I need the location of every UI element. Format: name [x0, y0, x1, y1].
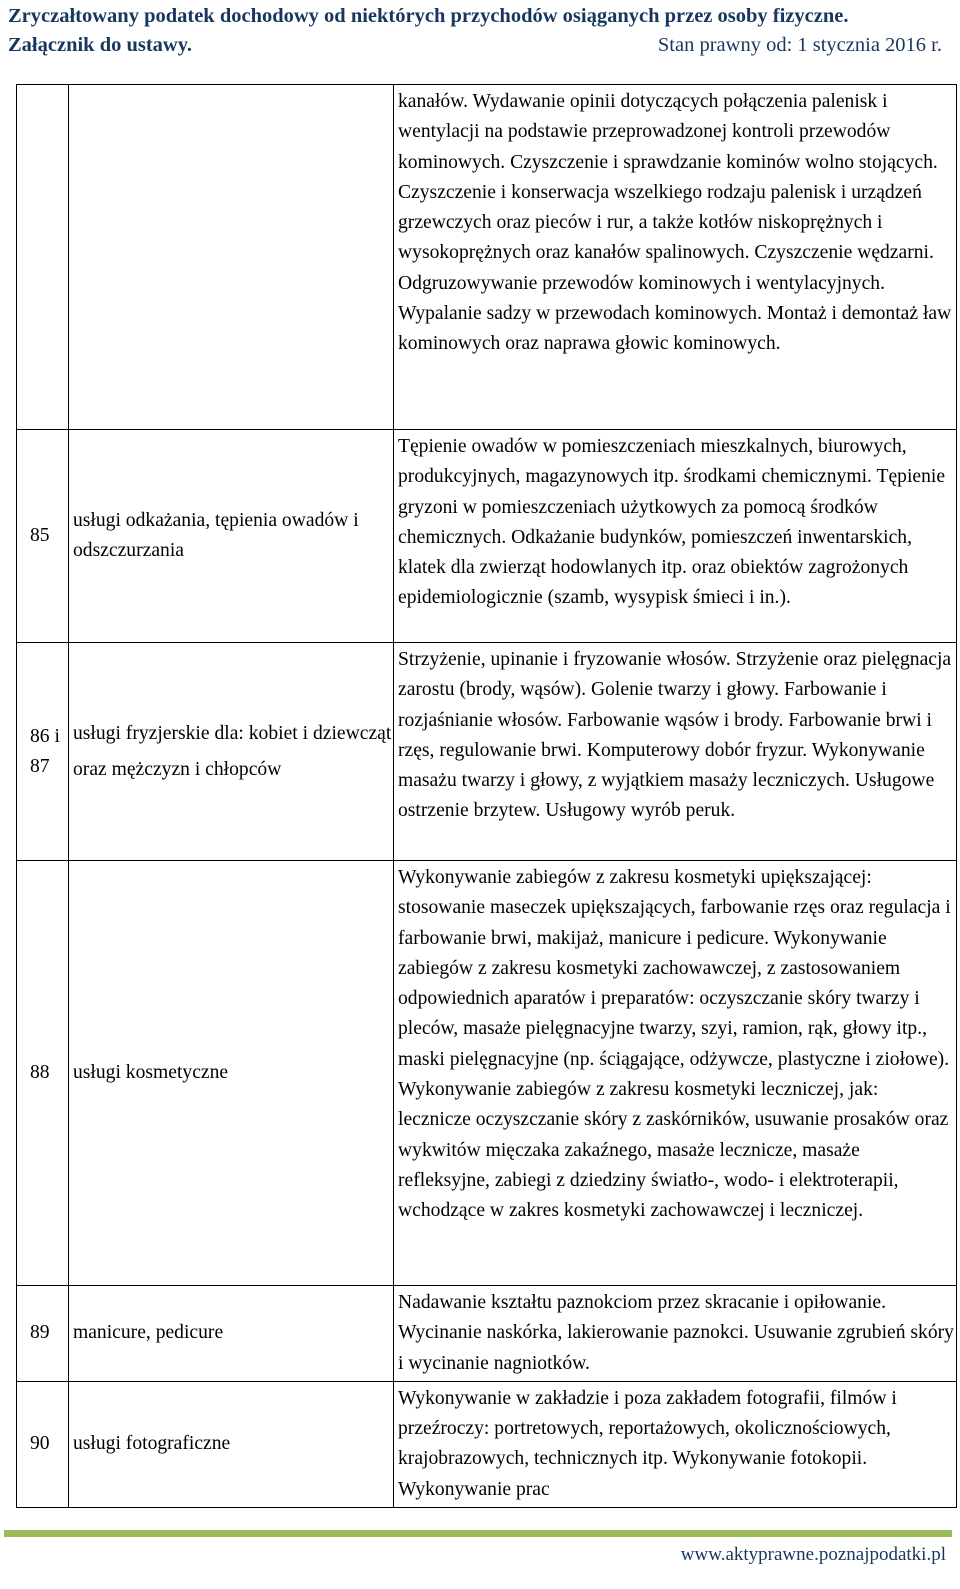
footer-divider: [4, 1530, 952, 1537]
document-subtitle: [8, 34, 952, 57]
service-description-text: Wykonywanie w zakładzie i poza zakładem fotografii, filmów i przeźroczy: portretowych, reportażowych, okolicznościowych, krajobrazowych, technicznych itp. Wykonywanie fotokopii. Wykonywanie prac: [398, 1387, 897, 1500]
service-name: [69, 85, 394, 430]
service-name: usługi kosmetyczne: [69, 861, 394, 1286]
service-description: [394, 1381, 957, 1507]
table-row: [17, 1286, 957, 1382]
service-description: [394, 861, 957, 1286]
row-number-text: 86 i 87: [30, 725, 60, 777]
table-row: [17, 861, 957, 1286]
table-row: [17, 85, 957, 430]
table-row: [17, 643, 957, 861]
services-table-wrapper: [16, 84, 954, 1508]
row-number: 89: [17, 1286, 69, 1382]
service-name-line-2: oraz mężczyzn i chłopców: [73, 758, 282, 780]
row-number: 90: [17, 1381, 69, 1507]
service-description-text: Tępienie owadów w pomieszczeniach mieszkalnych, biurowych, produkcyjnych, magazynowych itp. środkami chemicznymi. Tępienie gryzoni w pomieszczeniach użytkowych za pomocą środków chemicznych. Odkażanie budynków, pomieszczeń inwentarskich, klatek dla zwierząt hodowlanych itp. oraz obiektów zagrożonych epidemiologicznie (szamb, wysypisk śmieci i in.).: [398, 436, 946, 609]
footer-website-link[interactable]: www.aktyprawne.poznajpodatki.pl: [680, 1544, 946, 1565]
service-description: [394, 430, 957, 643]
service-name-line-1: usługi fryzjerskie dla: kobiet i dziewcząt: [73, 722, 392, 744]
table-row: [17, 1381, 957, 1507]
service-description: [394, 85, 957, 430]
row-number: [17, 643, 69, 861]
service-description-text: kanałów. Wydawanie opinii dotyczących połączenia palenisk i wentylacji na podstawie przeprowadzonej kontroli przewodów kominowych. Czyszczenie i sprawdzanie kominów wolno stojących. Czyszczenie i konserwacja wszelkiego rodzaju palenisk i urządzeń grzewczych oraz pieców i rur, a także kotłów niskoprężnych i wysokoprężnych oraz kanałów spalinowych. Czyszczenie wędzarni. Odgruzowywanie przewodów kominowych i wentylacyjnych. Wypalanie sadzy w przewodach kominowych. Montaż i demontaż ław kominowych oraz naprawa głowic kominowych.: [398, 91, 952, 355]
row-number: 85: [17, 430, 69, 643]
table-row: [17, 430, 957, 643]
service-description: [394, 643, 957, 861]
service-name: usługi fotograficzne: [69, 1381, 394, 1507]
service-description: [394, 1286, 957, 1382]
service-description-text: Nadawanie kształtu paznokciom przez skracanie i opiłowanie. Wycinanie naskórka, lakierowanie paznokci. Usuwanie zgrubień skóry i wycinanie nagniotków.: [398, 1292, 954, 1374]
document-title: Zryczałtowany podatek dochodowy od niektórych przychodów osiąganych przez osoby fizyczne.: [8, 5, 849, 27]
service-description-text: Strzyżenie, upinanie i fryzowanie włosów. Strzyżenie oraz pielęgnacja zarostu (brody, wąsów). Golenie twarzy i głowy. Farbowanie i rozjaśnianie włosów. Farbowanie wąsów i brody. Farbowanie brwi i rzęs, regulowanie brwi. Komputerowy dobór fryzur. Wykonywanie masażu twarzy i głowy, z wyjątkiem masaży leczniczych. Usługowe ostrzenie brzytew. Usługowy wyrób peruk.: [398, 649, 952, 822]
legal-status-date: Stan prawny od: 1 stycznia 2016 r.: [657, 34, 942, 56]
row-number: 88: [17, 861, 69, 1286]
attachment-label: Załącznik do ustawy.: [8, 34, 192, 56]
services-table: [16, 84, 957, 1508]
service-description-text: Wykonywanie zabiegów z zakresu kosmetyki upiększającej: stosowanie maseczek upiększających, farbowanie rzęs oraz regulacja i farbowanie brwi, makijaż, manicure i pedicure. Wykonywanie zabiegów z zakresu kosmetyki zachowawczej, z zastosowaniem odpowiednich aparatów i preparatów: oczyszczanie skóry twarzy i pleców, masaże pielęgnacyjne twarzy, szyi, ramion, rąk, głowy itp., maski pielęgnacyjne (np. ściągające, odżywcze, plastyczne i ziołowe). Wykonywanie zabiegów z zakresu kosmetyki leczniczej, jak: lecznicze oczyszczanie skóry z zaskórników, usuwanie prosaków oraz wykwitów mięczaka zakaźnego, masaże lecznicze, masaże refleksyjne, zabiegi z dziedziny światło-, wodo- i elektroterapii, wchodzące w zakres kosmetyki zachowawczej i leczniczej.: [398, 867, 951, 1222]
service-name: usługi odkażania, tępienia owadów i odszczurzania: [69, 430, 394, 643]
row-number: [17, 85, 69, 430]
service-name: [69, 643, 394, 861]
service-name: manicure, pedicure: [69, 1286, 394, 1382]
